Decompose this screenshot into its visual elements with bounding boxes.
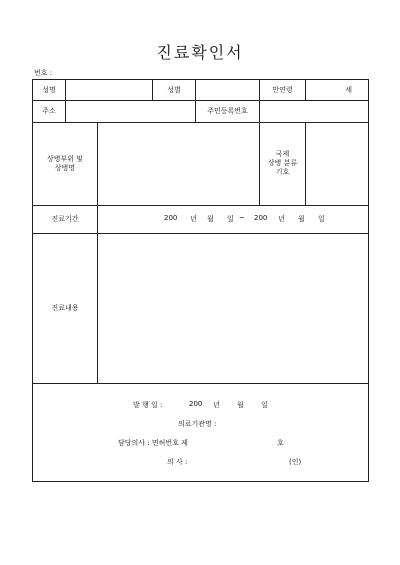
issue-date-line — [33, 400, 368, 412]
disease-label-line2: 상병명 — [54, 163, 76, 172]
period-to-year: 200 — [254, 214, 268, 222]
content-label: 진료내용 — [51, 303, 79, 312]
license-suffix: 호 — [277, 439, 284, 447]
institution-label: 의료기관명 : — [178, 420, 217, 428]
period-tilde: ~ — [239, 214, 245, 222]
certificate-form — [32, 79, 369, 482]
name-label: 성명 — [42, 85, 56, 94]
age-label: 만연령 — [272, 85, 293, 94]
period-value[interactable] — [98, 214, 368, 226]
row-divider — [33, 383, 368, 384]
physician-label: 의 사 : — [167, 458, 188, 466]
disease-label-line1: 상병부위 및 — [46, 154, 84, 163]
period-month-unit-1: 월 — [207, 215, 214, 223]
issue-day-unit: 일 — [261, 401, 268, 409]
period-month-unit-2: 월 — [298, 215, 305, 223]
gender-label: 성별 — [167, 85, 181, 94]
issue-year: 200 — [189, 400, 203, 408]
issue-month-unit: 월 — [237, 401, 244, 409]
period-year-unit-1: 년 — [190, 215, 197, 223]
number-label: 번호 : — [34, 69, 53, 77]
document-title: 진료확인서 — [156, 43, 244, 62]
issue-year-unit: 년 — [213, 401, 220, 409]
seal-label: (인) — [289, 458, 302, 466]
name-value[interactable] — [66, 80, 152, 100]
code-label-line2: 상병 분류 — [267, 159, 298, 168]
resident-id-value[interactable] — [260, 100, 368, 122]
code-label-line3: 기호 — [275, 167, 290, 176]
doctor-license-label: 담당의사 : 면허번호 제 — [118, 439, 188, 447]
address-value[interactable] — [66, 100, 195, 122]
code-label-line1: 국제 — [275, 150, 290, 159]
content-value[interactable] — [98, 233, 368, 383]
resident-id-label: 주민등록번호 — [207, 106, 248, 115]
address-label: 주소 — [42, 106, 56, 115]
period-from-year: 200 — [164, 214, 178, 222]
disease-label — [33, 122, 97, 205]
period-day-unit-2: 일 — [318, 215, 325, 223]
issue-date-label: 발 행 일 : — [133, 401, 163, 409]
period-day-unit-1: 일 — [227, 215, 234, 223]
disease-value[interactable] — [98, 122, 259, 205]
code-value[interactable] — [306, 122, 368, 205]
period-label: 진료기간 — [51, 214, 79, 223]
gender-value[interactable] — [196, 80, 259, 100]
period-year-unit-2: 년 — [278, 215, 285, 223]
age-unit: 세 — [345, 85, 352, 94]
code-label — [260, 122, 305, 205]
